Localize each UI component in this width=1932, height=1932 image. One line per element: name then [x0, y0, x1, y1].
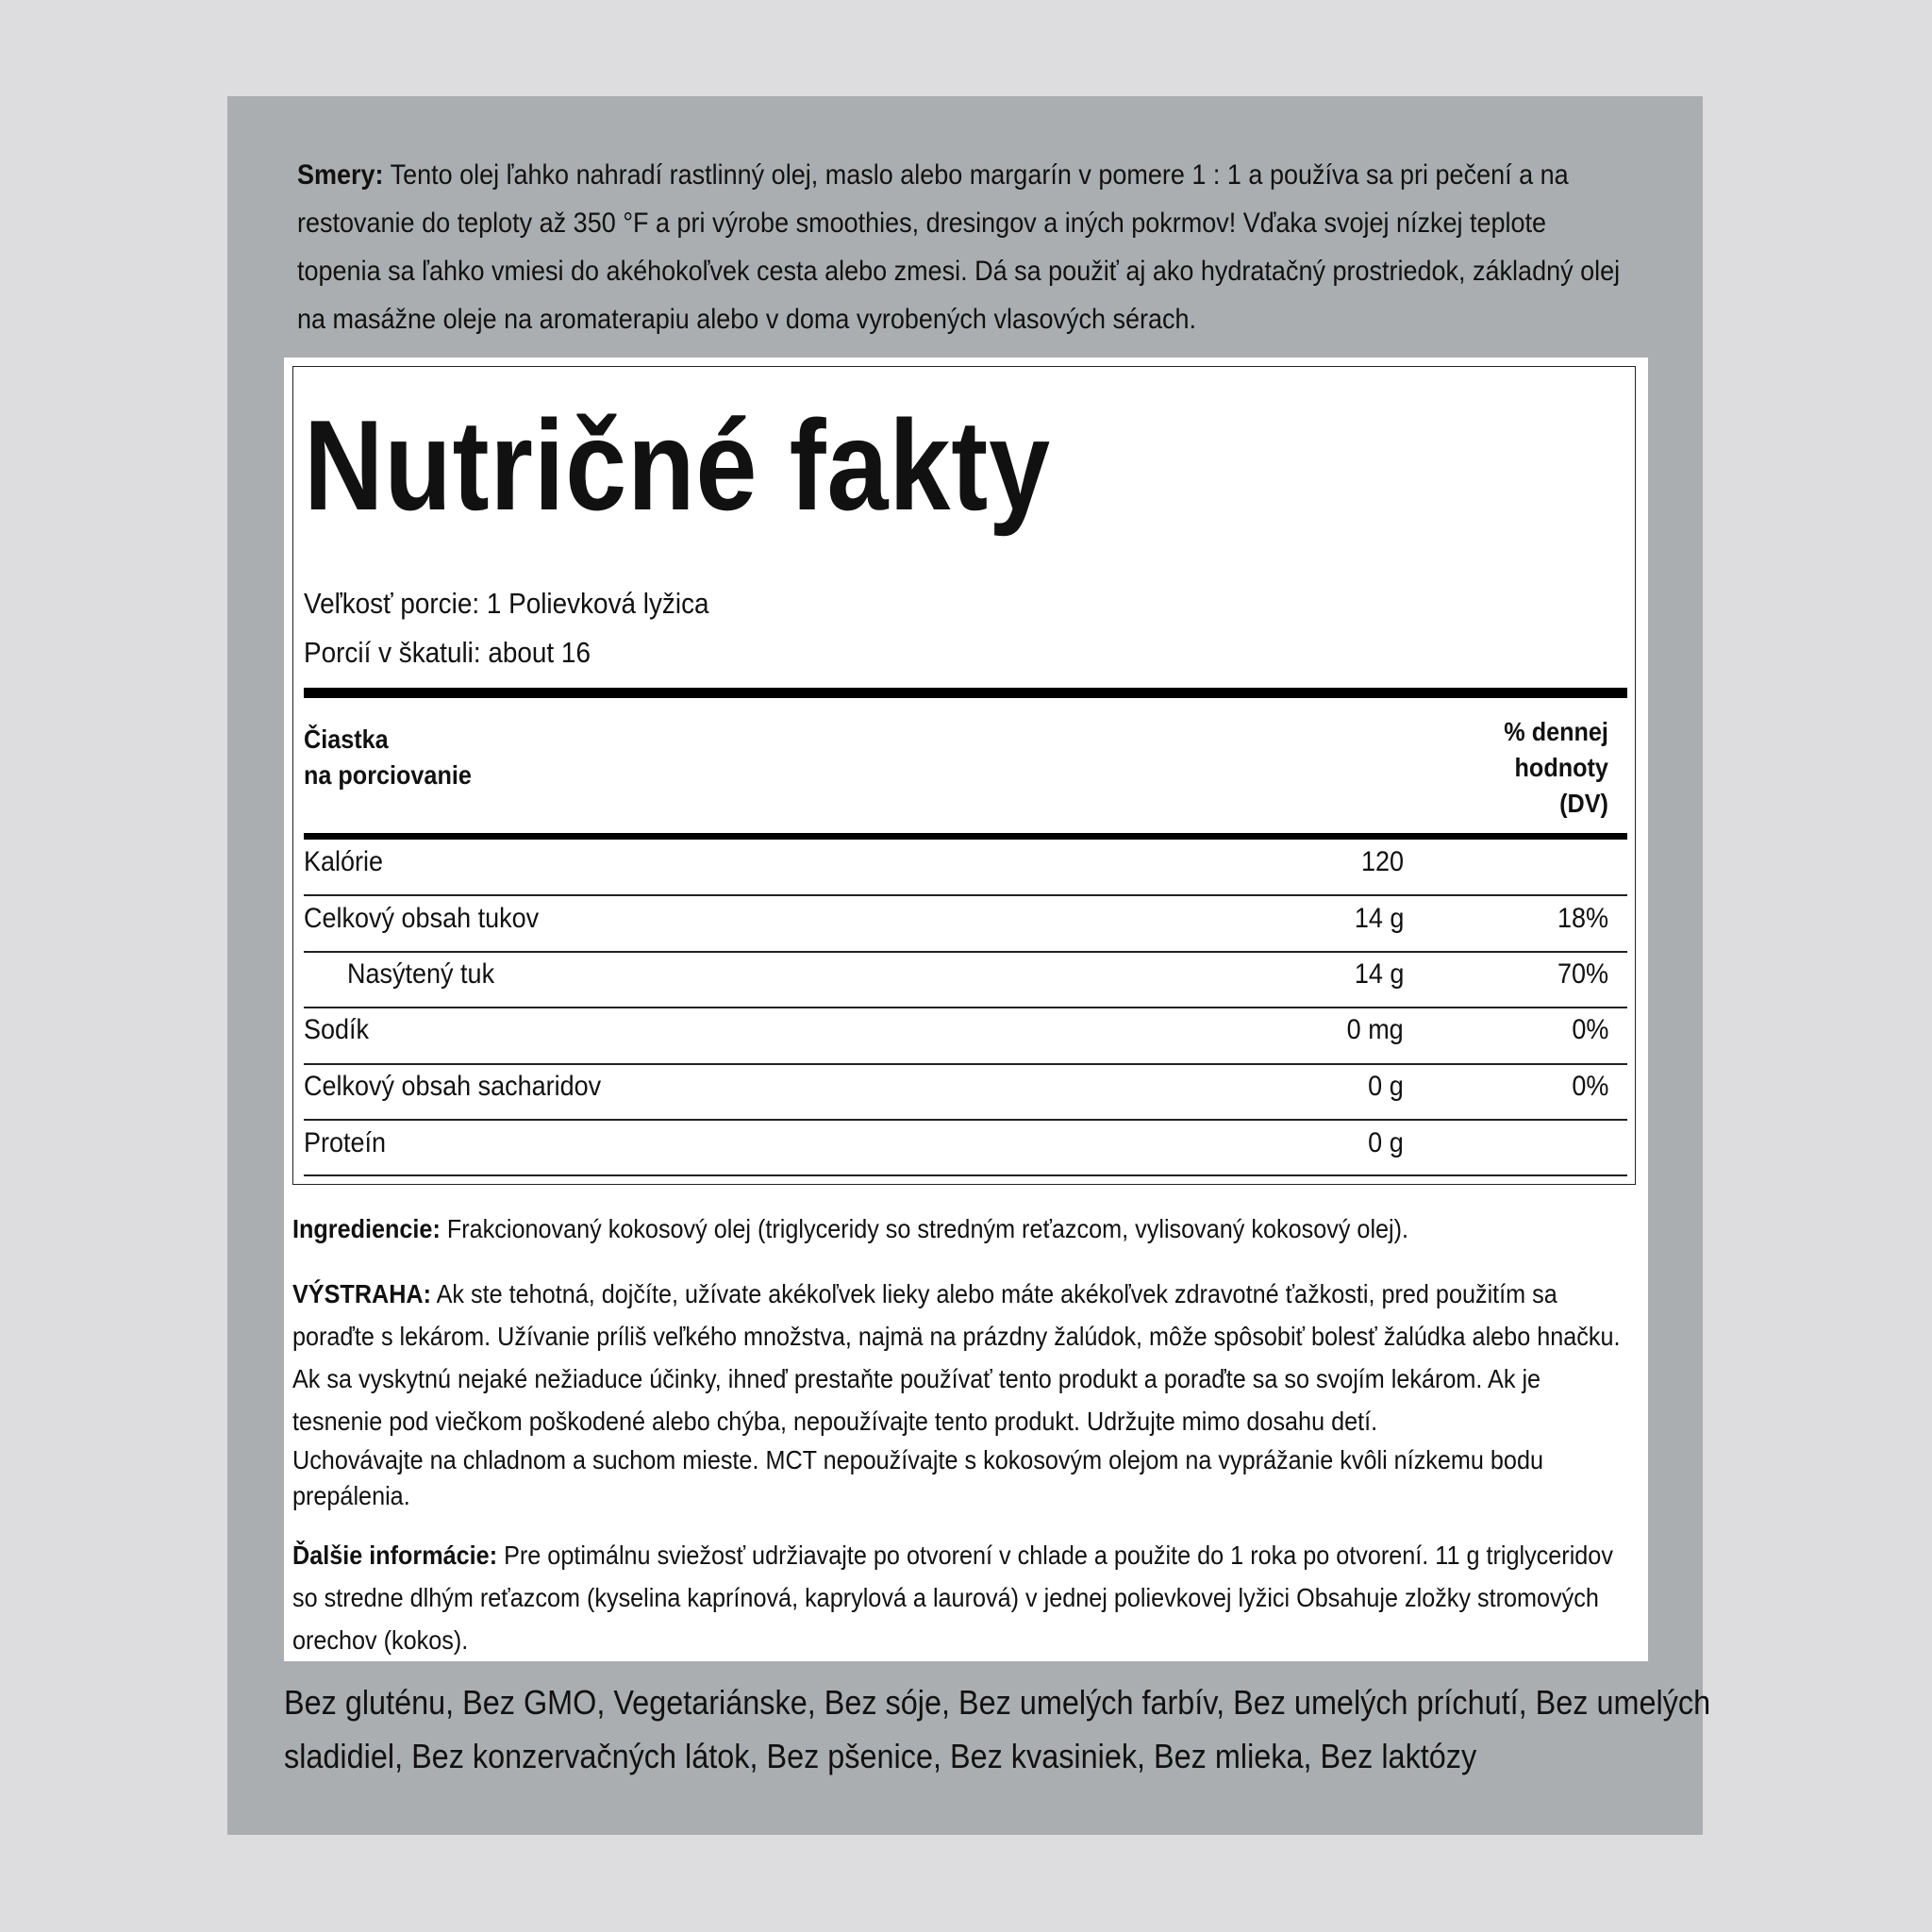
dv-header-line-1: % dennej [1504, 717, 1608, 746]
nutrition-facts-title: Nutričné fakty [304, 393, 1051, 537]
nutrient-amount: 0 g [1368, 1127, 1404, 1158]
nutrient-amount: 0 g [1368, 1071, 1404, 1102]
nutrient-amount: 14 g [1354, 903, 1404, 934]
nutrient-dv: 0% [1571, 1014, 1608, 1045]
amount-header-line-1: Čiastka [304, 724, 389, 754]
nutrient-label: Sodík [304, 1014, 370, 1045]
free-from-claims: Bez gluténu, Bez GMO, Vegetariánske, Bez sóje, Bez umelých farbív, Bez umelých príchutí, Bez umelých sladidiel, Bez konzervačných látok, Bez pšenice, Bez kvasiniek, Bez mlieka, Bez laktózy [284, 1683, 1711, 1775]
medium-divider [304, 833, 1627, 840]
serving-size: Veľkosť porcie: 1 Polievková lyžica [304, 587, 709, 620]
more-info-body: Pre optimálnu sviežosť udržiavajte po otvorení v chlade a použite do 1 roka po otvorení. 11 g triglyceridov so stredne dlhým reťazcom (kyselina kaprínová, kaprylová a laurová) v jednej polievkovej lyžici Obsahuje zložky stromových orechov (kokos). [292, 1541, 1613, 1655]
row-divider [304, 1063, 1627, 1065]
nutrient-label: Nasýtený tuk [347, 958, 495, 990]
dv-header-line-3: (DV) [1559, 789, 1608, 818]
row-divider [304, 1174, 1627, 1176]
row-divider [304, 951, 1627, 953]
ingredients-text [292, 1211, 1642, 1247]
more-info-text [292, 1534, 1617, 1661]
warning-label: VÝSTRAHA: [292, 1279, 432, 1308]
amount-header-line-2: na porciovanie [304, 760, 472, 790]
warning-body: Ak ste tehotná, dojčíte, užívate akékoľvek lieky alebo máte akékoľvek zdravotné ťažkosti, pred použitím sa poraďte s lekárom. Užívanie príliš veľkého množstva, najmä na prázdny žalúdok, môže spôsobiť bolesť žalúdka alebo hnačku. Ak sa vyskytnú nejaké nežiaduce účinky, ihneď prestaňte používať tento produkt a poraďte sa so svojím lekárom. Ak je tesnenie pod viečkom poškodené alebo chýba, nepoužívajte tento produkt. Udržujte mimo dosahu detí. [292, 1279, 1621, 1436]
daily-value-header [1504, 714, 1608, 822]
row-divider [304, 894, 1627, 896]
nutrient-label: Proteín [304, 1127, 387, 1158]
dv-header-line-2: hodnoty [1514, 753, 1608, 782]
nutrient-label: Celkový obsah sacharidov [304, 1071, 602, 1102]
nutrient-dv: 70% [1557, 958, 1608, 990]
thick-divider [304, 688, 1627, 698]
nutrient-dv: 0% [1571, 1071, 1608, 1102]
more-info-label: Ďalšie informácie: [292, 1541, 498, 1570]
ingredients-body: Frakcionovaný kokosový olej (triglyceridy so stredným reťazcom, vylisovaný kokosový olej). [446, 1214, 1409, 1243]
directions-text [297, 151, 1622, 343]
warning-text [292, 1273, 1622, 1514]
directions-body: Tento olej ľahko nahradí rastlinný olej, maslo alebo margarín v pomere 1 : 1 a používa sa pri pečení a na restovanie do teploty až 350 °F a pri výrobe smoothies, dresingov a iných pokrmov! Vďaka svojej nízkej teplote topenia sa ľahko vmiesi do akéhokoľvek cesta alebo zmesi. Dá sa použiť aj ako hydratačný prostriedok, základný olej na masážne oleje na aromaterapiu alebo v doma vyrobených vlasových sérach. [297, 159, 1621, 335]
nutrient-amount: 0 mg [1346, 1014, 1404, 1045]
row-divider [304, 1119, 1627, 1121]
nutrient-amount: 120 [1360, 846, 1404, 877]
servings-per-container: Porcií v škatuli: about 16 [304, 636, 591, 669]
nutrient-label: Celkový obsah tukov [304, 903, 540, 934]
row-divider [304, 1007, 1627, 1008]
directions-label: Smery: [297, 159, 384, 191]
nutrient-dv: 18% [1557, 903, 1608, 934]
ingredients-label: Ingrediencie: [292, 1214, 441, 1243]
nutrient-label: Kalórie [304, 846, 384, 877]
nutrient-amount: 14 g [1354, 958, 1404, 990]
warning-body-2: Uchovávajte na chladnom a suchom mieste. MCT nepoužívajte s kokosovým olejom na vyprážanie kvôli nízkemu bodu prepálenia. [292, 1445, 1543, 1510]
amount-per-serving-header [304, 722, 472, 793]
